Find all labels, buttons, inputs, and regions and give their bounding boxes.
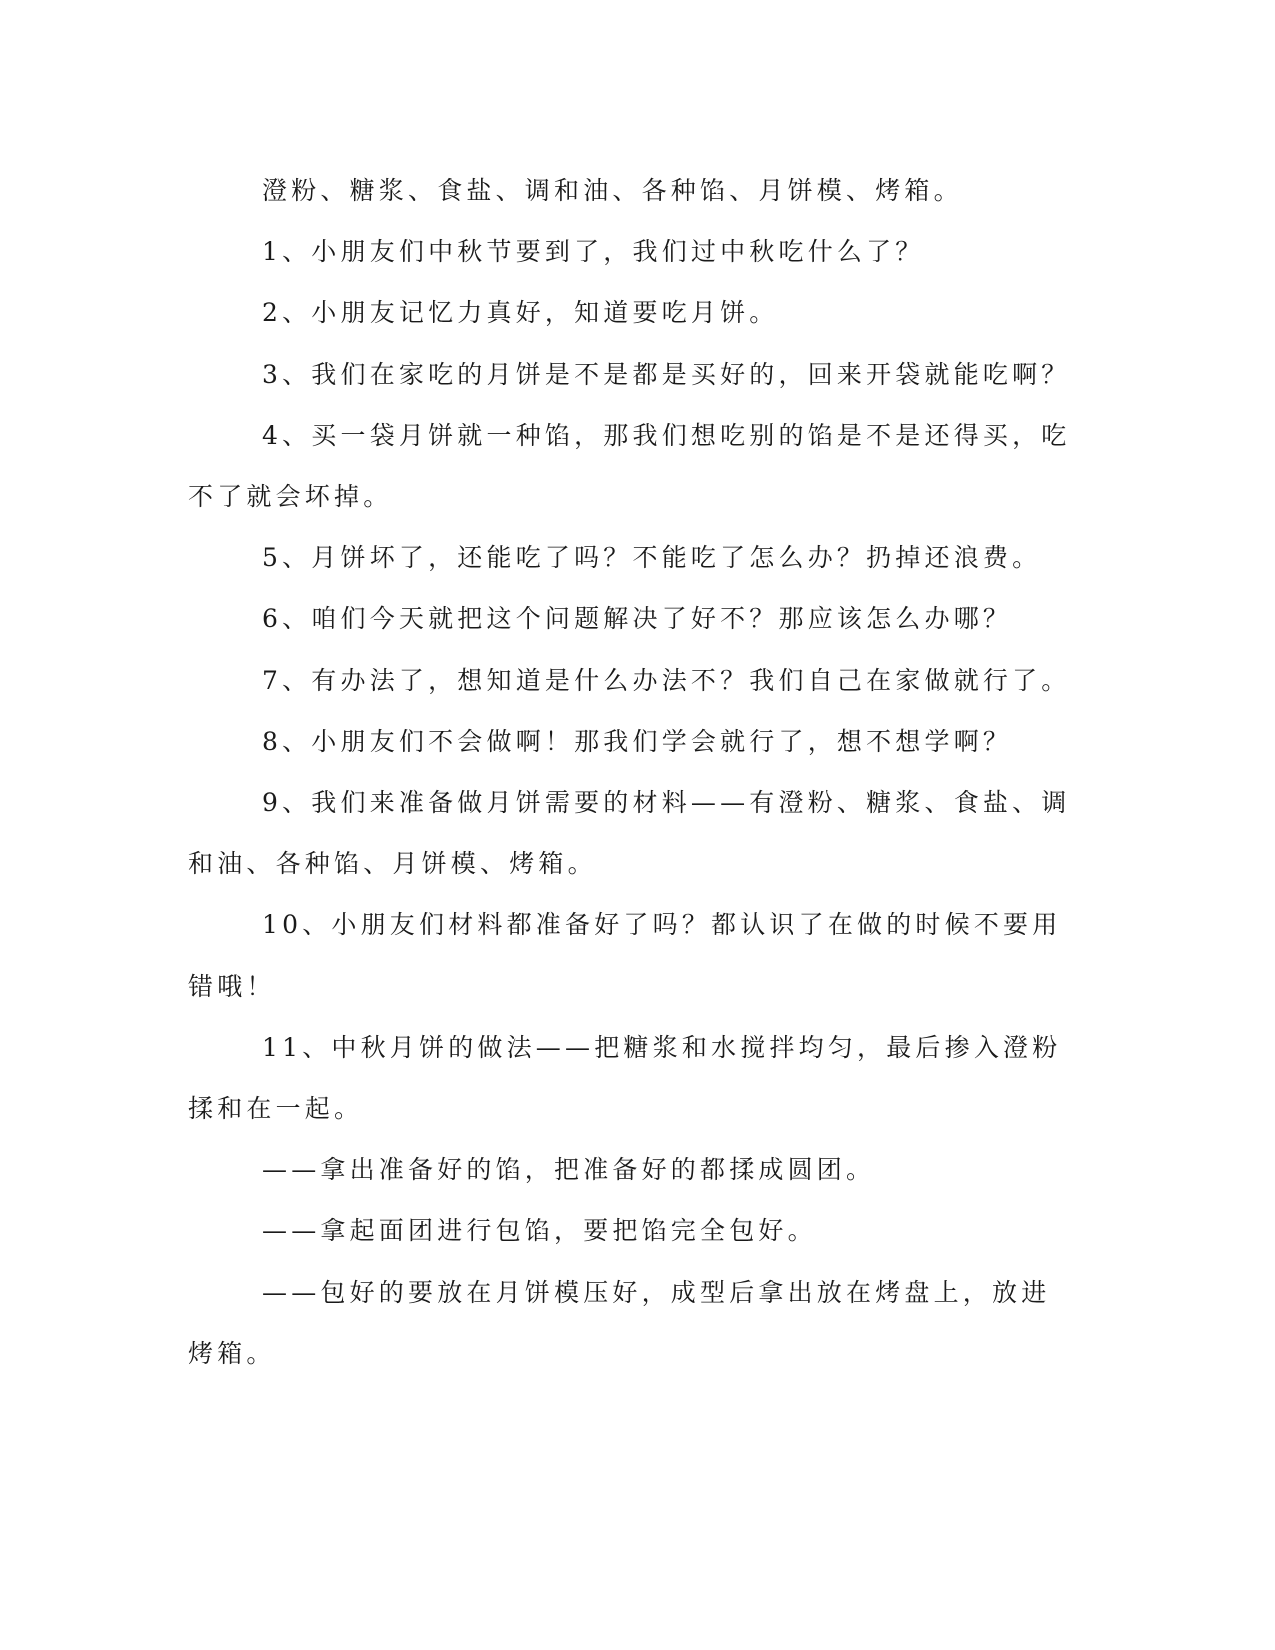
paragraph-step-10: 10、小朋友们材料都准备好了吗？都认识了在做的时候不要用错哦！: [188, 910, 1062, 1001]
paragraph-step-9: 9、我们来准备做月饼需要的材料——有澄粉、糖浆、食盐、调和油、各种馅、月饼模、烤箱。: [188, 788, 1071, 879]
paragraph-step-8: 8、小朋友们不会做啊！那我们学会就行了，想不想学啊？: [262, 726, 1013, 756]
paragraph-step-6: 6、咱们今天就把这个问题解决了好不？那应该怎么办哪？: [262, 604, 1013, 634]
paragraph-step-2: 2、小朋友记忆力真好，知道要吃月饼。: [262, 298, 779, 328]
paragraph-step-1: 1、小朋友们中秋节要到了，我们过中秋吃什么了？: [262, 237, 925, 267]
paragraph-step-7: 7、有办法了，想知道是什么办法不？我们自己在家做就行了。: [262, 665, 1071, 695]
document-body: [188, 160, 1073, 1384]
paragraph-step-3: 3、我们在家吃的月饼是不是都是买好的，回来开袋就能吃啊？: [262, 359, 1071, 389]
paragraph-substep-1: ——拿出准备好的馅，把准备好的都揉成圆团。: [262, 1155, 876, 1185]
paragraph-substep-2: ——拿起面团进行包馅，要把馅完全包好。: [262, 1216, 817, 1246]
paragraph-step-4: 4、买一袋月饼就一种馅，那我们想吃别的馅是不是还得买，吃不了就会坏掉。: [188, 420, 1071, 512]
paragraph-substep-3: ——包好的要放在月饼模压好，成型后拿出放在烤盘上，放进烤箱。: [188, 1277, 1051, 1368]
paragraph-step-11: 11、中秋月饼的做法——把糖浆和水搅拌均匀，最后掺入澄粉揉和在一起。: [188, 1032, 1062, 1124]
paragraph-materials: 澄粉、糖浆、食盐、调和油、各种馅、月饼模、烤箱。: [262, 176, 963, 205]
paragraph-step-5: 5、月饼坏了，还能吃了吗？不能吃了怎么办？扔掉还浪费。: [262, 543, 1042, 573]
